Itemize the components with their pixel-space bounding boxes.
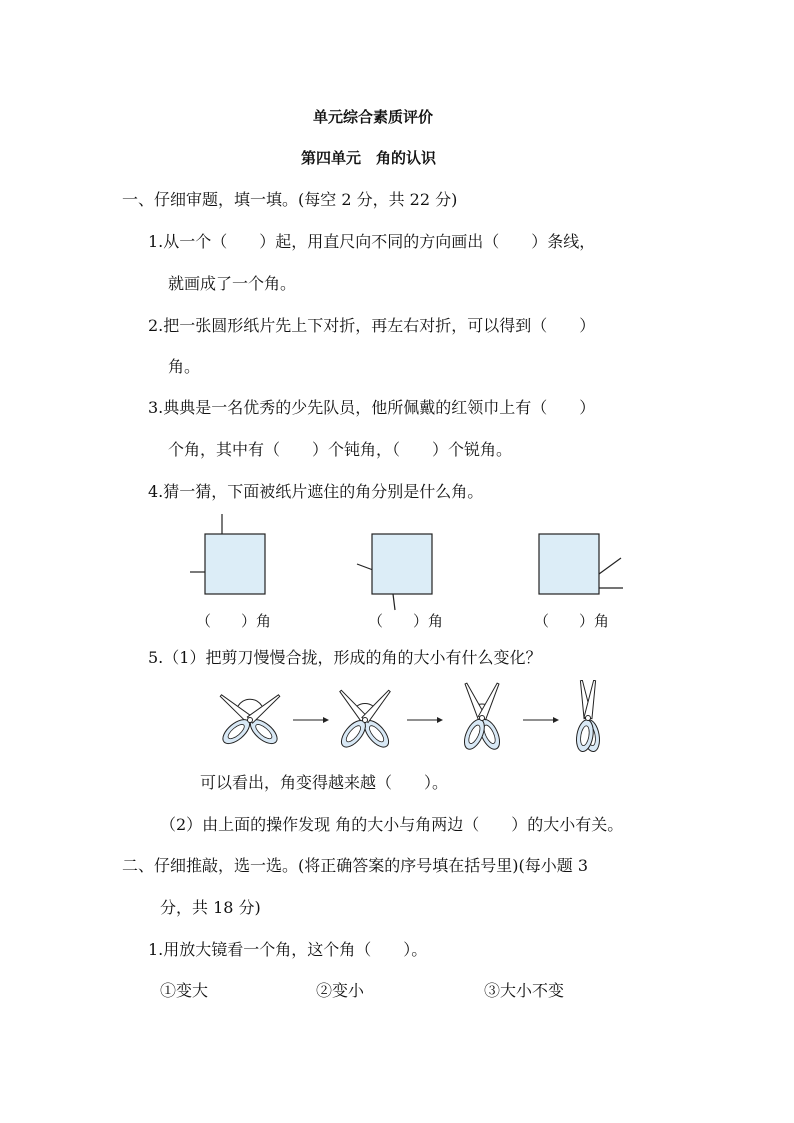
paper-square [372, 534, 432, 594]
q2-line2: 角。 [168, 357, 201, 376]
q4-text: 4.猜一猜，下面被纸片遮住的角分别是什么角。 [148, 482, 484, 501]
section1-heading: 一、仔细审题，填一填。(每空 2 分，共 22 分) [122, 190, 458, 209]
hidden-angle-figure-1 [188, 514, 278, 604]
scissors-sequence [205, 680, 625, 770]
s2-q1-option-1: ①变大 [160, 981, 209, 1000]
hidden-angle-figure-2 [355, 520, 445, 620]
q5-part1: 5.（1）把剪刀慢慢合拢，形成的角的大小有什么变化？ [148, 648, 542, 667]
q4-caption-1: （ ）角 [196, 612, 272, 630]
s2-q1-option-3: ③大小不变 [484, 981, 565, 1000]
q3-line1: 3.典典是一名优秀的少先队员，他所佩戴的红领巾上有（ ） [148, 398, 596, 417]
s2-q1-text: 1.用放大镜看一个角，这个角（ ）。 [148, 940, 428, 959]
section2-heading-line1: 二、仔细推敲，选一选。(将正确答案的序号填在括号里)(每小题 3 [122, 856, 588, 875]
q5-observe: 可以看出，角变得越来越（ ）。 [200, 773, 449, 792]
hidden-angle-figure-3 [525, 520, 625, 610]
q4-caption-2: （ ）角 [368, 612, 444, 630]
q3-line2: 个角，其中有（ ）个钝角，（ ）个锐角。 [168, 440, 513, 459]
section2-heading-line2: 分，共 18 分) [160, 898, 261, 917]
s2-q1-option-2: ②变小 [316, 981, 365, 1000]
q4-caption-3: （ ）角 [534, 612, 610, 630]
q5-part2: （2）由上面的操作发现 角的大小与角两边（ ）的大小有关。 [160, 815, 624, 834]
page-subtitle: 第四单元 角的认识 [301, 149, 437, 167]
q1-line1: 1.从一个（ ）起，用直尺向不同的方向画出（ ）条线， [148, 232, 596, 251]
page-title: 单元综合素质评价 [313, 108, 434, 126]
q1-line2: 就画成了一个角。 [168, 274, 297, 293]
paper-square [539, 534, 599, 594]
q2-line1: 2.把一张圆形纸片先上下对折，再左右对折，可以得到（ ） [148, 316, 596, 335]
paper-square [205, 534, 265, 594]
